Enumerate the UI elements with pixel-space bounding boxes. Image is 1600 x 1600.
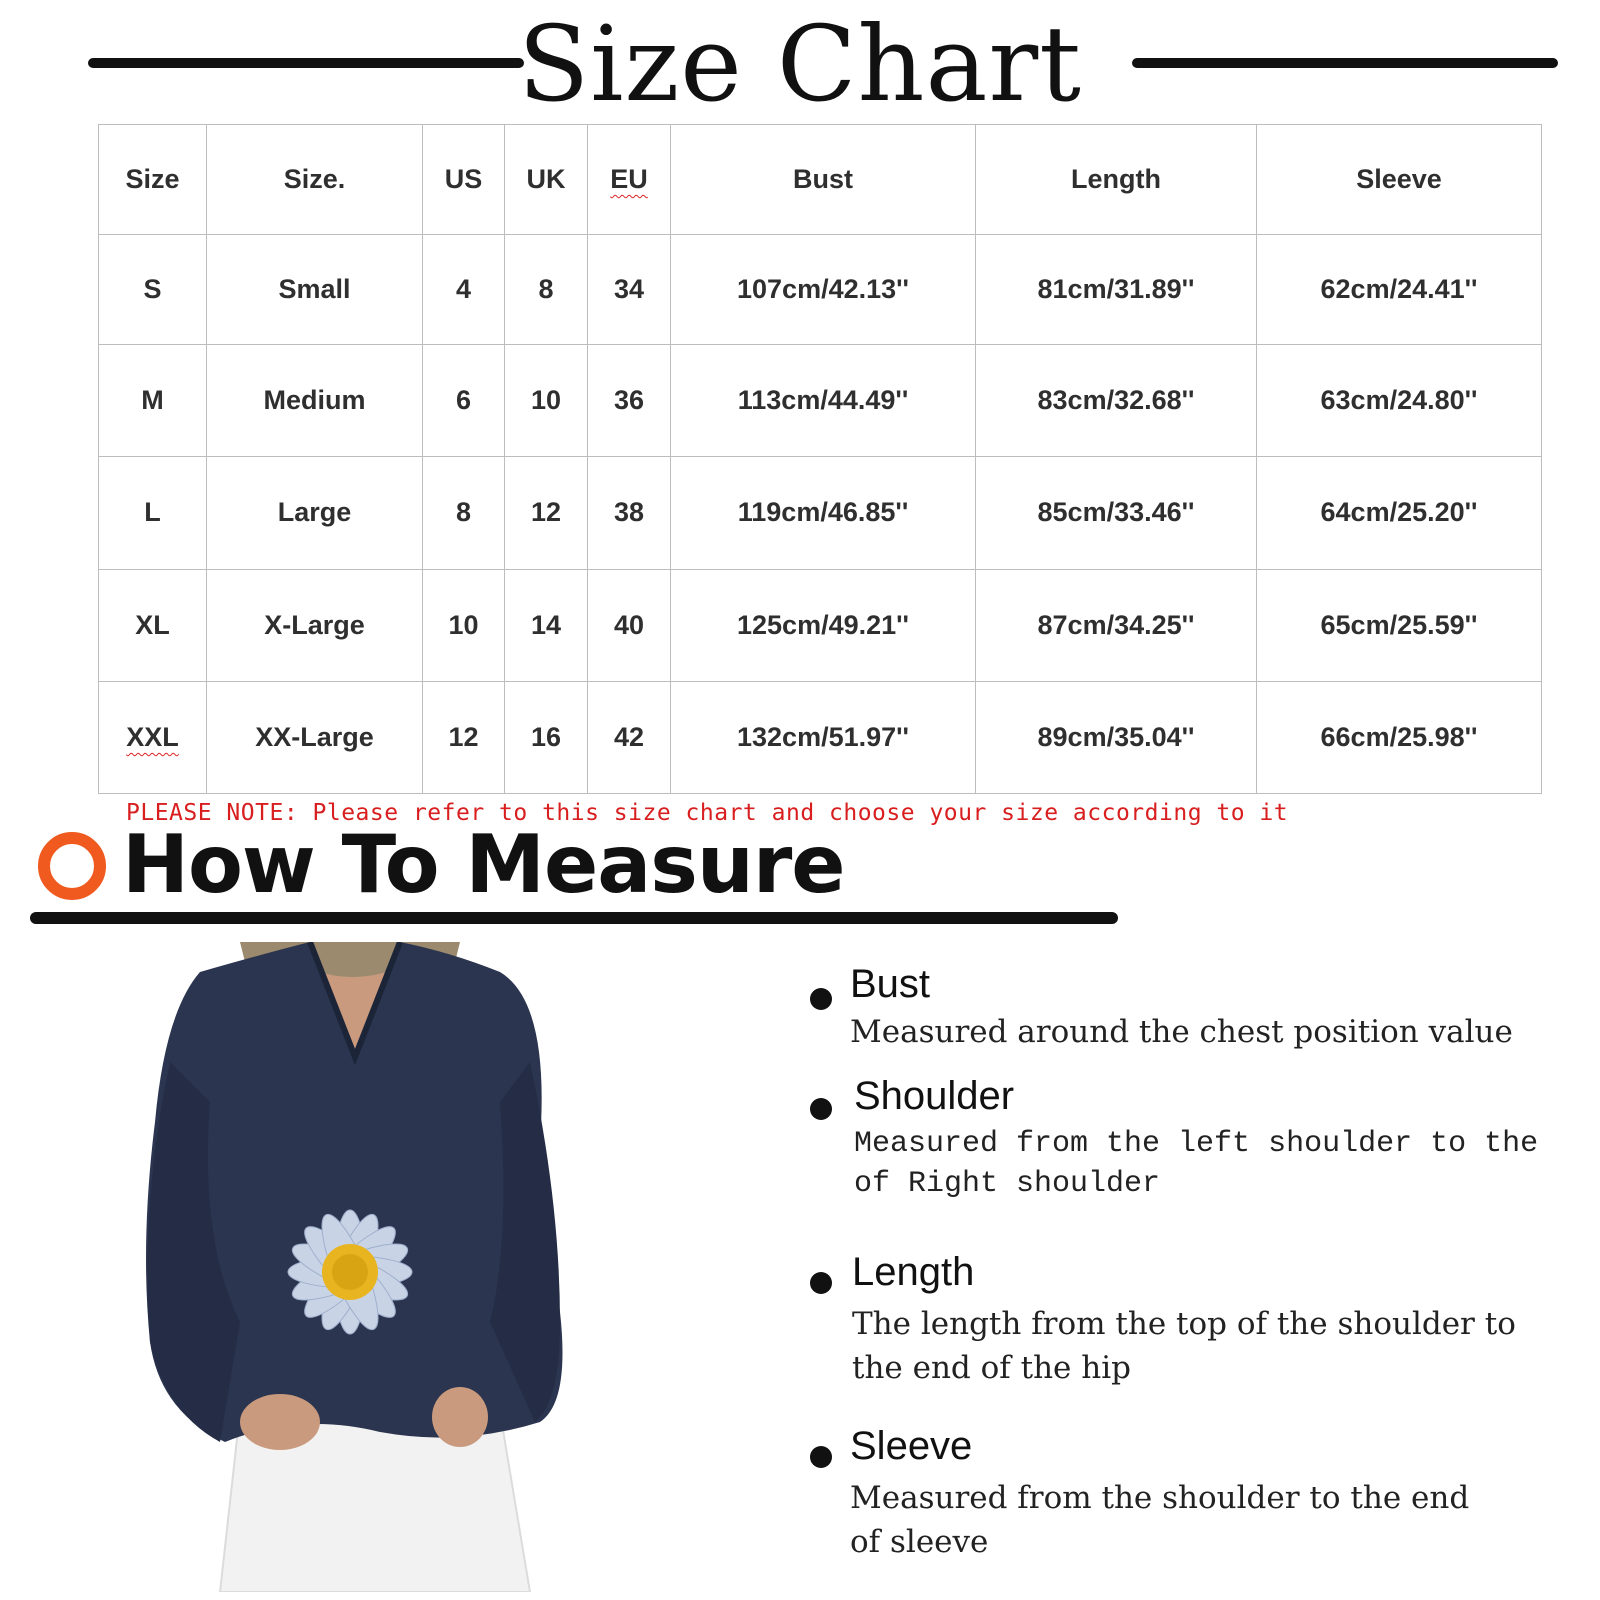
cell-size: L — [99, 457, 207, 569]
header-eu — [588, 125, 671, 235]
cell-size-name: Medium — [207, 345, 423, 457]
cell-sleeve: 65cm/25.59'' — [1257, 569, 1542, 681]
cell-bust: 107cm/42.13'' — [671, 235, 976, 345]
cell-length: 89cm/35.04'' — [976, 681, 1257, 793]
cell-us: 8 — [423, 457, 505, 569]
cell-eu: 40 — [588, 569, 671, 681]
bullet-dot-icon — [810, 1446, 832, 1468]
cell-sleeve: 63cm/24.80'' — [1257, 345, 1542, 457]
hand-left — [240, 1394, 320, 1450]
header-size-name: Size. — [207, 125, 423, 235]
cell-size-name: Large — [207, 457, 423, 569]
table-row — [99, 681, 1542, 793]
size-chart-table — [98, 124, 1542, 794]
cell-uk: 10 — [505, 345, 588, 457]
cell-bust: 119cm/46.85'' — [671, 457, 976, 569]
how-to-measure-title: How To Measure — [122, 818, 845, 911]
please-note: PLEASE NOTE: Please refer to this size chart and choose your size according to it — [126, 800, 1289, 826]
cell-eu: 42 — [588, 681, 671, 793]
measure-desc: Measured from the shoulder to the end of sleeve — [850, 1480, 1470, 1560]
page-title: Size Chart — [518, 3, 1082, 125]
cell-size-name: X-Large — [207, 569, 423, 681]
table-header-row — [99, 125, 1542, 235]
cell-length: 85cm/33.46'' — [976, 457, 1257, 569]
table-row — [99, 235, 1542, 345]
orange-ring-icon — [38, 832, 106, 900]
cell-size — [99, 681, 207, 793]
hand-right — [432, 1387, 488, 1447]
title-rule-right — [1132, 58, 1558, 68]
cell-size-label: XXL — [126, 721, 179, 752]
cell-us: 4 — [423, 235, 505, 345]
cell-eu: 34 — [588, 235, 671, 345]
cell-size: S — [99, 235, 207, 345]
cell-length: 81cm/31.89'' — [976, 235, 1257, 345]
cell-bust: 113cm/44.49'' — [671, 345, 976, 457]
header-sleeve: Sleeve — [1257, 125, 1542, 235]
measure-term: Shoulder — [854, 1074, 1015, 1118]
header-uk: UK — [505, 125, 588, 235]
cell-size: XL — [99, 569, 207, 681]
product-image — [130, 942, 570, 1592]
cell-uk: 12 — [505, 457, 588, 569]
bullet-dot-icon — [810, 1098, 832, 1120]
header-bust: Bust — [671, 125, 976, 235]
cell-size: M — [99, 345, 207, 457]
cell-length: 87cm/34.25'' — [976, 569, 1257, 681]
measure-term: Bust — [850, 962, 931, 1006]
measure-desc: Measured from the left shoulder to the of Right shoulder — [854, 1127, 1539, 1201]
bullet-dot-icon — [810, 1272, 832, 1294]
cell-us: 10 — [423, 569, 505, 681]
header-eu-label: EU — [610, 164, 648, 194]
cell-uk: 16 — [505, 681, 588, 793]
header-length: Length — [976, 125, 1257, 235]
table-row — [99, 345, 1542, 457]
cell-sleeve: 66cm/25.98'' — [1257, 681, 1542, 793]
cell-length: 83cm/32.68'' — [976, 345, 1257, 457]
bullet-dot-icon — [810, 988, 832, 1010]
measure-desc: Measured around the chest position value — [850, 1014, 1513, 1050]
header-us: US — [423, 125, 505, 235]
table-row — [99, 569, 1542, 681]
measure-desc: The length from the top of the shoulder to the end of the hip — [852, 1306, 1516, 1386]
measure-term: Sleeve — [850, 1424, 973, 1468]
cell-size-name: XX-Large — [207, 681, 423, 793]
cell-us: 6 — [423, 345, 505, 457]
cell-eu: 36 — [588, 345, 671, 457]
cell-sleeve: 64cm/25.20'' — [1257, 457, 1542, 569]
header-size: Size — [99, 125, 207, 235]
cell-bust: 132cm/51.97'' — [671, 681, 976, 793]
cell-uk: 14 — [505, 569, 588, 681]
cell-us: 12 — [423, 681, 505, 793]
how-to-measure-rule — [30, 912, 1118, 924]
cell-eu: 38 — [588, 457, 671, 569]
measure-term: Length — [852, 1250, 975, 1294]
cell-uk: 8 — [505, 235, 588, 345]
cell-size-name: Small — [207, 235, 423, 345]
table-row — [99, 457, 1542, 569]
cell-bust: 125cm/49.21'' — [671, 569, 976, 681]
cell-sleeve: 62cm/24.41'' — [1257, 235, 1542, 345]
